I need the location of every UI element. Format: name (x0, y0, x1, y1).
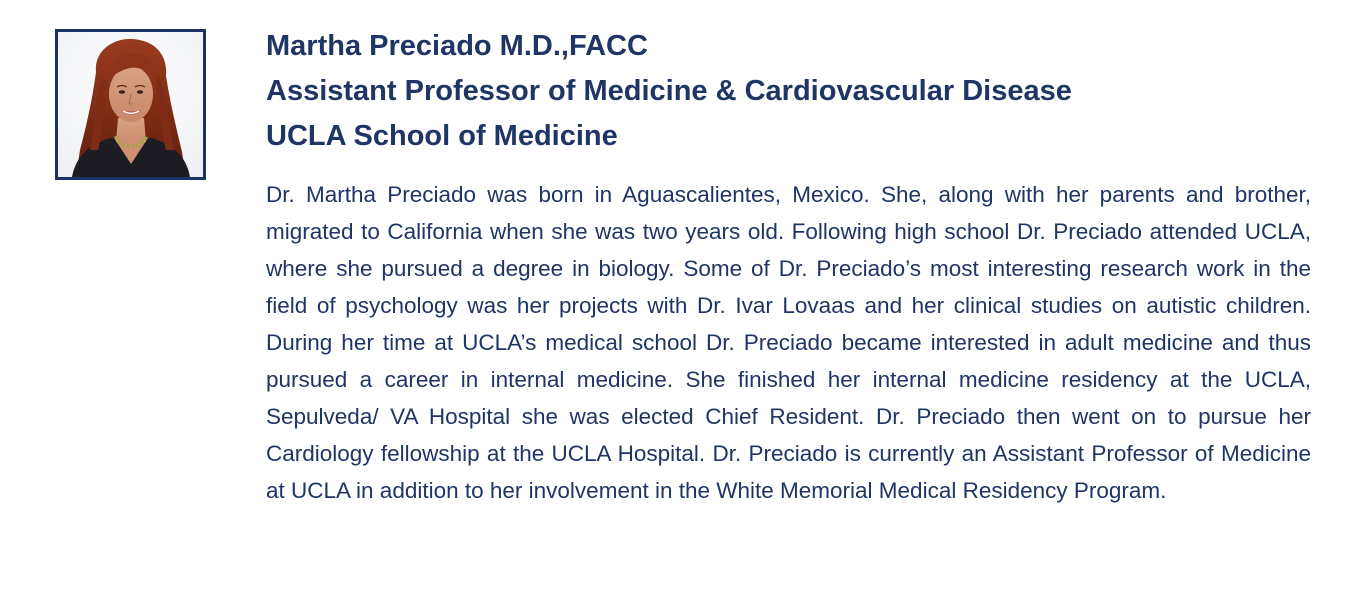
profile-header (266, 24, 1326, 159)
portrait-image (58, 32, 203, 177)
person-name: Martha Preciado M.D.,FACC (266, 30, 648, 62)
biography-text: Dr. Martha Preciado was born in Aguascalientes, Mexico. She, along with her parents and brother, migrated to California when she was two years old. Following high school Dr. Preciado attended UCLA, where she pursued a degree in biology. Some of Dr. Preciado’s most interesting research work in the field of psychology was her projects with Dr. Ivar Lovaas and her clinical studies on autistic children. During her time at UCLA’s medical school Dr. Preciado became interested in adult medicine and thus pursued a career in internal medicine. She finished her internal medicine residency at the UCLA, Sepulveda/ VA Hospital she was elected Chief Resident. Dr. Preciado then went on to pursue her Cardiology fellowship at the UCLA Hospital. Dr. Preciado is currently an Assistant Professor of Medicine at UCLA in addition to her involvement in the White Memorial Medical Residency Program. (266, 182, 1311, 503)
institution-name: UCLA School of Medicine (266, 120, 618, 152)
job-title: Assistant Professor of Medicine & Cardiovascular Disease (266, 75, 1072, 107)
profile-photo (55, 29, 206, 180)
